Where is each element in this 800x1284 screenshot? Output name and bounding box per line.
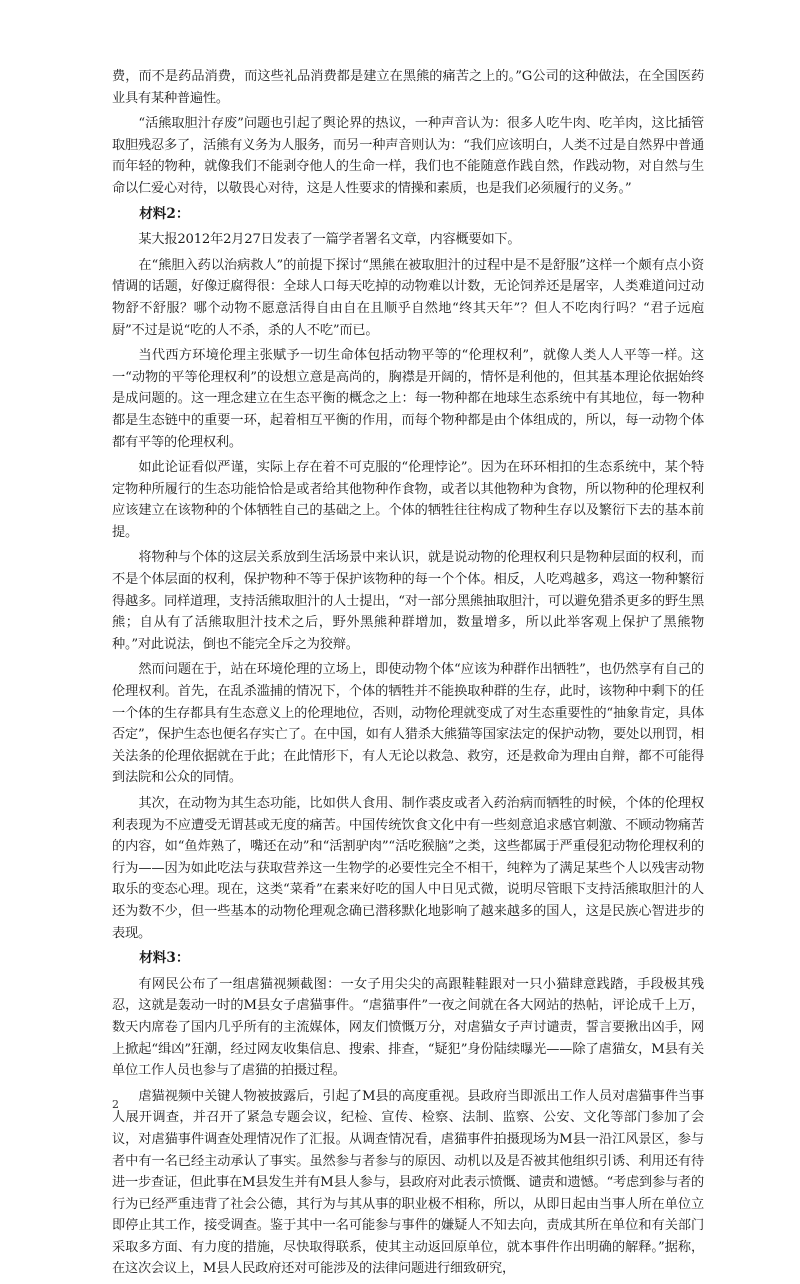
material-2-paragraph: 如此论证看似严谨，实际上存在着不可克服的“伦理悖论”。因为在环环相扣的生态系统中，某个特定物种所履行的生态功能恰恰是或者给其他物种作食物，或者以其他物种为食物，所以物种的伦理权利应该建立在该物种的个体牺牲自己的基础之上。个体的牺牲往往构成了物种生存以及繁衍下去的基本前提。 xyxy=(112,460,704,540)
page-number: 2 xyxy=(112,1098,119,1111)
material-2-paragraph: 将物种与个体的这层关系放到生活场景中来认识，就是说动物的伦理权利只是物种层面的权利，而不是个体层面的权利，保护物种不等于保护该物种的每一个个体。相反，人吃鸡越多，鸡这一物种繁衍得越多。同样道理，支持活熊取胆汁的人士提出，“对一部分黑熊抽取胆汁，可以避免猎杀更多的野生黑熊；自从有了活熊取胆汁技术之后，野外黑熊种群增加，数量增多，所以此举客观上保护了黑熊物种。”对此说法，倒也不能完全斥之为狡辩。 xyxy=(112,550,704,652)
material-2-paragraph: 当代西方环境伦理主张赋予一切生命体包括动物平等的“伦理权利”，就像人类人人平等一样。这一“动物的平等伦理权利”的设想立意是高尚的，胸襟是开阔的，情怀是利他的，但其基本理论依据始终是成问题的。这一理念建立在生态平衡的概念之上：每一物种都在地球生态系统中有其地位，每一物种都是生态链中的重要一环，起着相互平衡的作用，而每个物种都是由个体组成的，所以，每一动物个体都有平等的伦理权利。 xyxy=(112,348,704,450)
material-3-paragraph: 虐猫视频中关键人物被披露后，引起了M县的高度重视。县政府当即派出工作人员对虐猫事件当事人展开调查，并召开了紧急专题会议，纪检、宣传、检察、法制、监察、公安、文化等部门参加了会议，对虐猫事件调查处理情况作了汇报。从调查情况看，虐猫事件拍摄现场为M县一沿江风景区，参与者中有一名已经主动承认了事实。虽然参与者参与的原因、动机以及是否被其他组织引诱、利用还有待进一步查证，但此事在M县发生并有M县人参与，县政府对此表示愤慨、谴责和遗憾。“考虑到参与者的行为已经严重违背了社会公德，其行为与其从事的职业极不相称，所以，从即日起由当事人所在单位立即停止其工作，接受调查。鉴于其中一名可能参与事件的嫌疑人不知去向，责成其所在单位和有关部门采取多方面、有力度的措施，尽快取得联系，使其主动返回原单位，就本事件作出明确的解释。”据称，在这次会议上，M县人民政府还对可能涉及的法律问题进行细致研究， xyxy=(112,1088,704,1277)
material-2-heading: 材料2： xyxy=(139,205,190,222)
material-2-paragraph: 在“熊胆入药以治病救人”的前提下探讨“黑熊在被取胆汁的过程中是不是舒服”这样一个颇有点小资情调的话题，好像迂腐得很：全球人口每天吃掉的动物难以计数，无论饲养还是屠宰，人类难道问过动物舒不舒服？哪个动物不愿意活得自由自在且顺乎自然地“终其天年”？但人不吃肉行吗？“君子远庖厨”不过是说“吃的人不杀，杀的人不吃”而已。 xyxy=(112,257,704,338)
paragraph-debate: “活熊取胆汁存废”问题也引起了舆论界的热议，一种声音认为：很多人吃牛肉、吃羊肉，这比插管取胆残忍多了，活熊有义务为人服务，而另一种声音则认为：“我们应该明白，人类不过是自然界中普通而年轻的物种，就像我们不能剥夺他人的生命一样，我们也不能随意作践自然，作践动物，对自然与生命以仁爱心对待，以敬畏心对待，这是人性要求的情操和素质，也是我们必须履行的义务。” xyxy=(112,116,704,196)
material-2-paragraph: 然而问题在于，站在环境伦理的立场上，即使动物个体“应该为种群作出牺牲”，也仍然享有自己的伦理权利。首先，在乱杀滥捕的情况下，个体的牺牲并不能换取种群的生存，此时，该物种中剩下的任一个体的生存都具有生态意义上的伦理地位，否则，动物伦理就变成了对生态重要性的“抽象肯定，具体否定”，保护生态也便名存实亡了。在中国，如有人猎杀大熊猫等国家法定的保护动物，要处以刑罚，相关法条的伦理依据就在于此；在此情形下，有人无论以救急、救穷，还是救命为理由自辩，都不可能得到法院和公众的同情。 xyxy=(112,662,704,786)
document-page xyxy=(112,66,704,1284)
paragraph-continuation: 费，而不是药品消费，而这些礼品消费都是建立在黑熊的痛苦之上的。”G公司的这种做法，在全国医药业具有某种普遍性。 xyxy=(112,69,704,106)
material-2-paragraph: 某大报2012年2月27日发表了一篇学者署名文章，内容概要如下。 xyxy=(138,232,521,248)
material-2-paragraph: 其次，在动物为其生态功能，比如供人食用、制作裘皮或者入药治病而牺牲的时候，个体的伦理权利表现为不应遭受无谓甚或无度的痛苦。中国传统饮食文化中有一些刻意追求感官刺激、不顾动物痛苦的内容，如“鱼炸熟了，嘴还在动”和“活割驴肉”“活吃猴脑”之类，这些都属于严重侵犯动物伦理权利的行为——因为如此吃法与获取营养这一生物学的必要性完全不相干，纯粹为了满足某些个人以残害动物取乐的变态心理。现在，这类“菜肴”在素来好吃的国人中日见式微，说明尽管眼下支持活熊取胆汁的人还为数不少，但一些基本的动物伦理观念确已潜移默化地影响了越来越多的国人，这是民族心智进步的表现。 xyxy=(112,796,704,941)
material-3-paragraph: 有网民公布了一组虐猫视频截图：一女子用尖尖的高跟鞋鞋跟对一只小猫肆意践踏，手段极其残忍，这就是轰动一时的M县女子虐猫事件。“虐猫事件”一夜之间就在各大网站的热帖，评论成千上万，数天内席卷了国内几乎所有的主流媒体，网友们愤慨万分，对虐猫女子声讨谴责，誓言要揪出凶手，网上掀起“缉凶”狂潮，经过网友收集信息、搜索、排查，“疑犯”身份陆续曝光——除了虐猫女，M县有关单位工作人员也参与了虐猫的拍摄过程。 xyxy=(112,976,704,1079)
material-3-heading: 材料3： xyxy=(139,950,190,967)
